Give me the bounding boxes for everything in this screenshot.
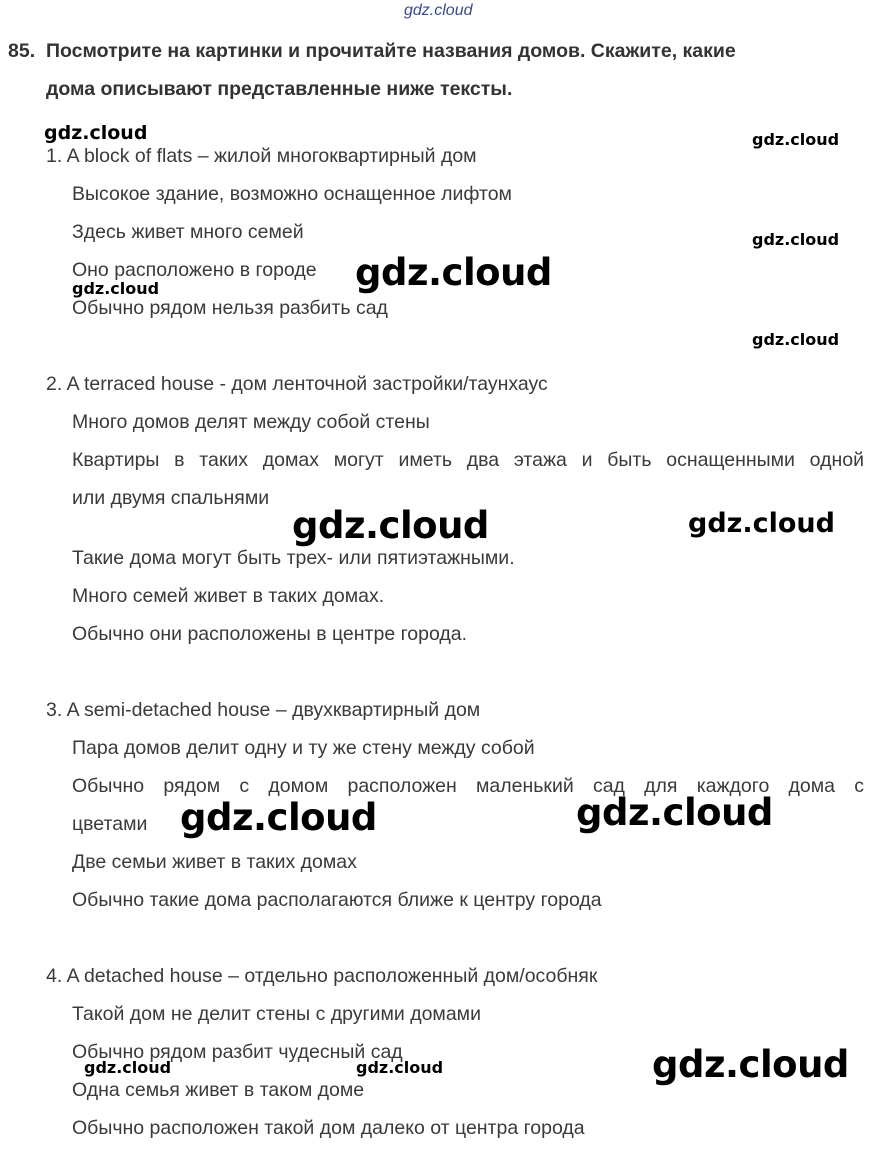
task-line-2: дома описывают представленные ниже тексты. (46, 78, 513, 100)
watermark: gdz.cloud (72, 279, 160, 298)
section-3-line-1: Пара домов делит одну и ту же стену между собой (72, 737, 535, 759)
section-4-line-1: Такой дом не делит стены с другими домами (72, 1003, 481, 1025)
task-number: 85. (8, 40, 36, 62)
watermark: gdz.cloud (180, 796, 377, 839)
watermark: gdz.cloud (652, 1043, 849, 1086)
section-2-line-6: Обычно они расположены в центре города. (72, 623, 468, 645)
watermark: gdz.cloud (355, 251, 552, 294)
task-line-1: Посмотрите на картинки и прочитайте названия домов. Скажите, какие (46, 40, 736, 62)
section-4-line-2: Обычно рядом разбит чудесный сад (72, 1041, 403, 1063)
section-4-line-4: Обычно расположен такой дом далеко от центра города (72, 1117, 585, 1139)
section-3-line-4: Две семьи живет в таких домах (72, 851, 357, 873)
watermark: gdz.cloud (752, 130, 840, 149)
watermark: gdz.cloud (356, 1058, 444, 1077)
watermark: gdz.cloud (44, 122, 148, 144)
section-3-line-3: цветами (72, 813, 148, 835)
section-1-line-2: Здесь живет много семей (72, 221, 304, 243)
watermark: gdz.cloud (752, 330, 840, 349)
section-1-line-3: Оно расположено в городе (72, 259, 317, 281)
section-1-line-4: Обычно рядом нельзя разбить сад (72, 297, 388, 319)
section-2-line-4: Такие дома могут быть трех- или пятиэтажными. (72, 547, 515, 569)
section-2-line-5: Много семей живет в таких домах. (72, 585, 385, 607)
watermark: gdz.cloud (576, 791, 773, 834)
section-3-line-2: Обычно рядом с домом расположен маленький сад для каждого дома с (72, 775, 864, 797)
section-4-line-3: Одна семья живет в таком доме (72, 1079, 365, 1101)
section-2-line-3: или двумя спальнями (72, 487, 270, 509)
section-3-line-5: Обычно такие дома располагаются ближе к центру города (72, 889, 602, 911)
section-4-heading: 4. A detached house – отдельно расположенный дом/особняк (46, 965, 598, 987)
watermark: gdz.cloud (688, 508, 835, 539)
watermark-top: gdz.cloud (404, 2, 473, 19)
section-1-line-1: Высокое здание, возможно оснащенное лифтом (72, 183, 512, 205)
watermark: gdz.cloud (84, 1058, 172, 1077)
watermark: gdz.cloud (292, 504, 489, 547)
section-2-line-2: Квартиры в таких домах могут иметь два этажа и быть оснащенными одной (72, 449, 864, 471)
section-3-heading: 3. A semi-detached house – двухквартирный дом (46, 699, 481, 721)
section-2-line-1: Много домов делят между собой стены (72, 411, 430, 433)
section-1-heading: 1. A block of flats – жилой многоквартирный дом (46, 145, 477, 167)
task-header (8, 32, 868, 108)
section-2-heading: 2. A terraced house - дом ленточной застройки/таунхаус (46, 373, 548, 395)
watermark: gdz.cloud (752, 230, 840, 249)
